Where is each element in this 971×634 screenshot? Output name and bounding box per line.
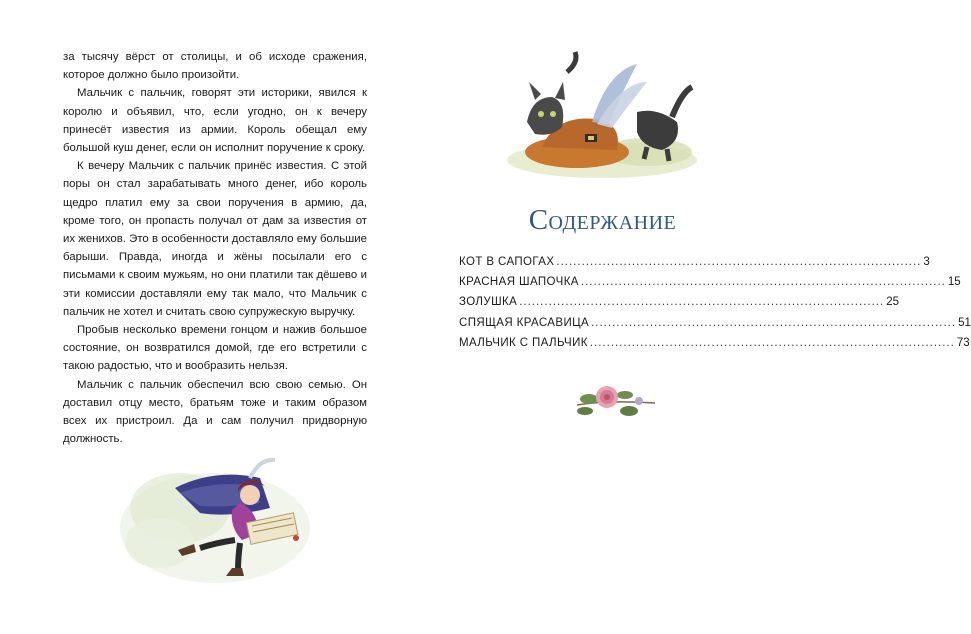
- toc-leader-dots: .......................................................................................: [580, 276, 946, 289]
- toc-entry[interactable]: [459, 272, 961, 292]
- paragraph-3: К вечеру Мальчик с пальчик принёс известия. С этой поры он стал зарабатывать много денег, ибо король щедро платил ему за свои поручения в армию, да, кроме того, он пропасть получал от дам за известия от их женихов. Это в особенности доставляло ему большие барыши. Правда, иногда и жёны посылали его с письмами к своим мужьям, но они платили так дёшево и эти комиссии доставляли ему так мало, что Мальчик с пальчик не хотел и считать свою супружескую выручку.: [63, 160, 367, 318]
- toc-entry-page: 51: [958, 316, 971, 329]
- toc-entry-title: КРАСНАЯ ШАПОЧКА: [459, 276, 579, 289]
- paragraph-4: Пробыв несколько времени гонцом и нажив большое состояние, он возвратился домой, где его встретили с такою радостью, что и вообразить нельзя.: [63, 324, 367, 373]
- table-of-contents: [459, 252, 971, 353]
- left-page-text: [63, 48, 367, 448]
- rose-ornament-illustration: [567, 375, 662, 429]
- toc-entry-title: МАЛЬЧИК С ПАЛЬЧИК: [459, 336, 588, 349]
- boy-running-illustration: [120, 448, 330, 588]
- toc-entry-title: КОТ В САПОГАХ: [459, 256, 555, 268]
- toc-leader-dots: .......................................................................................: [589, 336, 955, 349]
- toc-title: Содержание: [528, 204, 677, 236]
- toc-entry-title: СПЯЩАЯ КРАСАВИЦА: [459, 316, 590, 329]
- toc-entry-page: 3: [923, 256, 930, 268]
- paragraph-2: Мальчик с пальчик, говорят эти историки, явился к королю и объявил, что, если угодно, он к вечеру принесёт известия из армии. Король обещал ему большой куш денег, если он исполнит поручение к сроку.: [63, 87, 367, 155]
- toc-entry[interactable]: [459, 333, 970, 353]
- paragraph-5: Мальчик с пальчик обеспечил всю свою семью. Он доставил отцу место, братьям тоже и таким образом всех их пристроил. Да и сам получил придворную должность.: [63, 378, 367, 446]
- toc-entry[interactable]: [459, 292, 899, 312]
- toc-entry[interactable]: [459, 252, 930, 272]
- toc-entry-page: 15: [947, 276, 961, 289]
- toc-entry-page: 73: [956, 336, 970, 349]
- paragraph-1: за тысячу вёрст от столицы, и об исходе сражения, которое должно было произойти.: [63, 51, 367, 82]
- toc-entry-page: 25: [886, 296, 899, 309]
- toc-leader-dots: .......................................................................................: [519, 296, 885, 309]
- toc-leader-dots: .......................................................................................: [591, 316, 957, 329]
- toc-entry-title: ЗОЛУШКА: [459, 296, 518, 309]
- toc-leader-dots: .......................................................................................: [556, 256, 922, 268]
- cat-with-hat-illustration: [497, 52, 707, 184]
- toc-entry[interactable]: [459, 313, 971, 333]
